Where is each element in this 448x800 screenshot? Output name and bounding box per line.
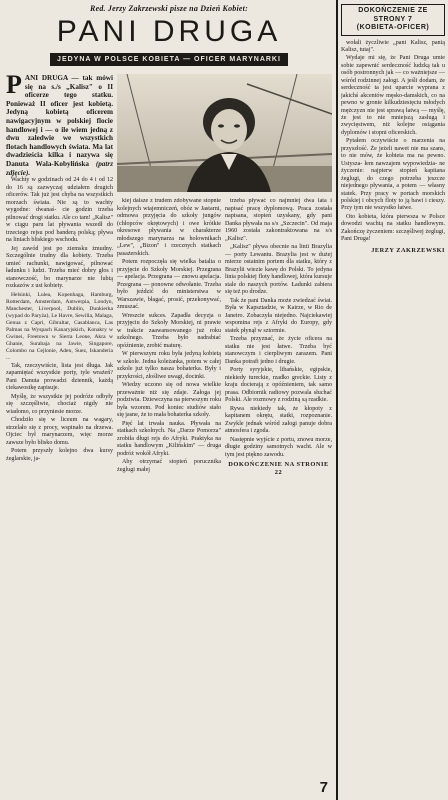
paragraph: Myślę, że wszystkie jej podróże odbyły się szczęśliwie, chociaż nigdy nie wiadomo, co przyniesie morze. <box>6 393 113 415</box>
paragraph: Potem rozpoczęła się wielka batalia o przyjęcie do Szkoły Morskiej. Przegrana — apelacja. Przegrana — znowu apelacja. Przegrana — ponowne odwołanie. Trzeba było jeździć do ministerstwa w Warszawie, błagać, prosić, przekonywać, zmuszać. <box>117 259 221 310</box>
portrait-photo <box>117 74 332 192</box>
paragraph: Wachty w godzinach od 24 do 4 i od 12 do 16 są zazwyczaj udziałem drugich oficerów. Tak już jest chyba na wszystkich morzach świata. Nie są to wachty wygodne: dwanaś- cie godzin trzeba pilnować drogi statku. Ale co tam! „Kalisz" w ciągu paru lat pływania wszedł do trzeciego rejsu pod banderą polską; pływa na liniach bliskiego wschodu. <box>6 177 113 244</box>
sidebar-text <box>341 40 445 244</box>
paragraph: „Kalisz" pływa obecnie na linii Brazylia — porty Lewantu. Brazylia jest w dużej mierze ostatnim portem dla statku, który z Brazylii wiezie kawę do Polski. To jedyna linia polskiej floty handlowej, która kursuje stale do naszych portów. Ładunki zabiera się też po drodze. <box>225 244 332 295</box>
article-column-3 <box>225 198 332 796</box>
column-divider <box>336 0 338 800</box>
paragraph: Tak że pani Danka może zwiedzać świat. Była w Kapsztadzie, w Kairze, w Rio de Janeiro. Zobaczyła niejedno. Najciekawiej wspomina rejs z Afryki do Europy, gdy statek płynął w sztormie. <box>225 297 332 334</box>
main-article <box>6 4 332 796</box>
sidebar-heading-line1: DOKOŃCZENIE ZE STRONY 7 <box>358 7 428 23</box>
paragraph: Wiedzy uczono się od nowa wielkie przeważnie niż się zdaje. Załoga jej podziwia. Dziewczyna na pierwszym roku była wzorem. Pod koniec studiów stało się jasne, że to mała bohaterka szkoły. <box>117 382 221 418</box>
paragraph: kiej dalsze z trudem zdobywane stopnie kolejnych wtajemniczeń, obóz w Jastarni, odmowa przyjęcia do szkoły jungów (chłopców okrętowych) i owe krótkie okresowe pływania w charakterze młodszego marynarza na holownikach „Lew", „Bizon" i rzecznych statkach pasażerskich. <box>117 198 221 257</box>
intro-name: Danuta Wala-Kobyłińska <box>6 159 89 168</box>
article-title: PANI DRUGA <box>56 15 282 48</box>
paragraph: Aby otrzymać stopień porucznika żeglugi małej <box>117 459 221 473</box>
paragraph: Rywa niekiedy tak, że kłopoty z kapitanem okrętu, statki, rozpoznanie. Zwykle jednak wśród załogi panuje dobra atmosfera i zgoda. <box>225 405 332 434</box>
paragraph: Pięć lat trwała nauka. Pływała na statkach szkolnych. Na „Darze Pomorza" zrobiła długi rejs do Afryki. Praktyka na statku handlowym „Kilińskim" — druga podróż wokół Afryki. <box>117 420 221 457</box>
paragraph: Potem przyszły kolejno dwa kursy żeglarskie, ja- <box>6 448 113 462</box>
paragraph: Następnie wyjście z portu, znowu morze, długie godziny samotnych wacht. Ale w tym jest piękno zawodu. <box>225 436 332 458</box>
article-subtitle: JEDYNA W POLSCE KOBIETA — OFICER MARYNARKI <box>50 53 288 66</box>
paragraph: Jej zawód jest po ziemsku żmudny. Szczególnie trudny dla kobiety. Trzeba umieć rachunki, nawigować, pilnować ładunku i ludzi. Trzeba mieć dobry głos i stanowczość, bo marynarze nie lubią rozkazów z ust kobiety. <box>6 245 113 290</box>
sidebar-heading-line2: (KOBIETA-OFICER) <box>356 24 430 31</box>
paragraph: W pierwszym roku była jedyną kobietą w szkole. Jedna koleżanka, potem w całej szkole już tylko nasza bohaterka. Były i przykrości, złośliwe uwagi, docinki. <box>117 351 221 380</box>
article-column-2 <box>117 198 221 796</box>
paragraph: Wydaje mi się, że Pani Druga umie sobie zapewnić serdeczność ludzką tak u osób postronnych jak — co ważniejsze — wśród rodzinnej załogi. A jeśli dodam, że serdeczność ta jest uparcie wyprana z jakichś akcentów męsko-damskich, co na pewno w gronie kilkudziesięciu młodych mężczyzn nie jest sprawą łatwą — myślę, że jest to nie mniejszą zasługą i zwycięstwem, niż kolejne osiągania dyplomów i stopni oficerskich. <box>341 55 445 136</box>
paragraph: Wreszcie sukces. Zapadła decyzja o przyjęciu do Szkoły Morskiej, ni prawie w trakcie zaawansowanego już roku szkolnego. Trzeba było nadrabiać opóźnienie, zrobić maturę. <box>117 312 221 349</box>
paragraph: wołali życzliwie „pani Kalisz, panią Kalisz, tutaj". <box>341 39 445 53</box>
paragraph: Trzeba przyznać, że życie oficera na statku nie jest łatwe. Trzeba być stanowczym i cierpliwym zarazem. Pani Danka potrafi jedno i drugie. <box>225 336 332 365</box>
article-column-1 <box>6 74 113 796</box>
intro-text: ANI DRUGA — tak mówi się na s./s „Kalisz" o II oficerze tego statku. Ponieważ II oficer jest kobietą. Jedyną kobietą oficerem nawigacyjnym w polskiej flocie handlowej i — o ile wiem jedną z dwu zaledwie we wszystkich flotach handlowych świata. Ma lat dwadzieścia kilka i nazywa się <box>6 74 113 160</box>
intro-photo-note: (patrz zdjęcie). <box>6 159 113 177</box>
continuation-sidebar <box>341 4 445 796</box>
continuation-note: DOKOŃCZENIE NA STRONIE 22 <box>228 461 329 476</box>
paragraph: Tak, rzeczywiście, lista jest długa. Jak zapamiętać wszystkie porty, tyle wrażeń? Pani Danuta prowadzi dziennik, każdą ciekawostkę zapisuje. <box>6 362 113 392</box>
paragraph: Pytałem oczywiście o marzenia na przyszłość. Że jeżeli nawet nie ma szans, to nie mów, że kobieta ma na pewno. Ustysza- łem nawzajem wypowiedzia- ne życzenie: najpierw stopień kapitana żeglugi, do czego potrzeba jeszcze niejednego pływania, a potem — własny statek. Przy pracy w portach morskich polskiej i obcych floty to ją bawi i cieszy. Przy tym nie wszystko łatwe. <box>341 138 445 212</box>
article-intro <box>6 74 113 177</box>
paragraph: Porty syryjskie, libańskie, egipskie, niekiedy tureckie, rzadko greckie. Listy z kraju docierają z opóźnieniem, tak samo prasa. Odbiornik radiowy pozwala słuchać Polski. Ale rozmowy z rodziną są rzadkie. <box>225 367 332 403</box>
author-signature: JERZY ZAKRZEWSKI <box>371 246 445 254</box>
article-kicker: Red. Jerzy Zakrzewski pisze na Dzień Kobiet: <box>90 4 248 13</box>
drop-cap: P <box>6 74 22 99</box>
page-number: 7 <box>319 779 328 796</box>
photo-image <box>117 74 332 192</box>
paragraph: trzeba pływać co najmniej dwa lata i napisać pracę dyplomową. Praca została napisana, stopień uzyskany, gdy pani Danka pływała na s/s „Szczecin". Od maja 1960 została zakontraktowana na s/s „Kalisz". <box>225 198 332 242</box>
article-columns <box>6 74 332 796</box>
sidebar-heading <box>341 4 445 36</box>
ports-list: Helsinki, Lulea, Kopenhaga, Hamburg, Rotterdam, Amsterdam, Antwerpia, Londyn, Manchester, Liverpool, Dublin, Dunkierka (wypad do Paryża), Le Havre, Sewilla, Malaga, Genua z Capri, Gibraltar, Casablanca, Las Palmas na Wyspach Kanaryjskich, Konakry w Gwinei, Freetown w Sierra Leone, Akra w Ghanie, Surabaja na Jawie, Singapore, Colombo na Cejlonie, Aden, Suez, Iskanderia ... <box>6 291 113 361</box>
paragraph: Oto kobieta, która pierwsza w Polsce dowodzi wachtą na statku handlowym. Zakończę życzeniem: szczęśliwej żeglugi, Pani Druga! <box>341 213 445 243</box>
paragraph: Chodziło się w liceum na wagary, strzelało się z procy, wspinało na drzewa. Ojciec był marynarzem, więc morze zawsze było blisko domu. <box>6 417 113 446</box>
